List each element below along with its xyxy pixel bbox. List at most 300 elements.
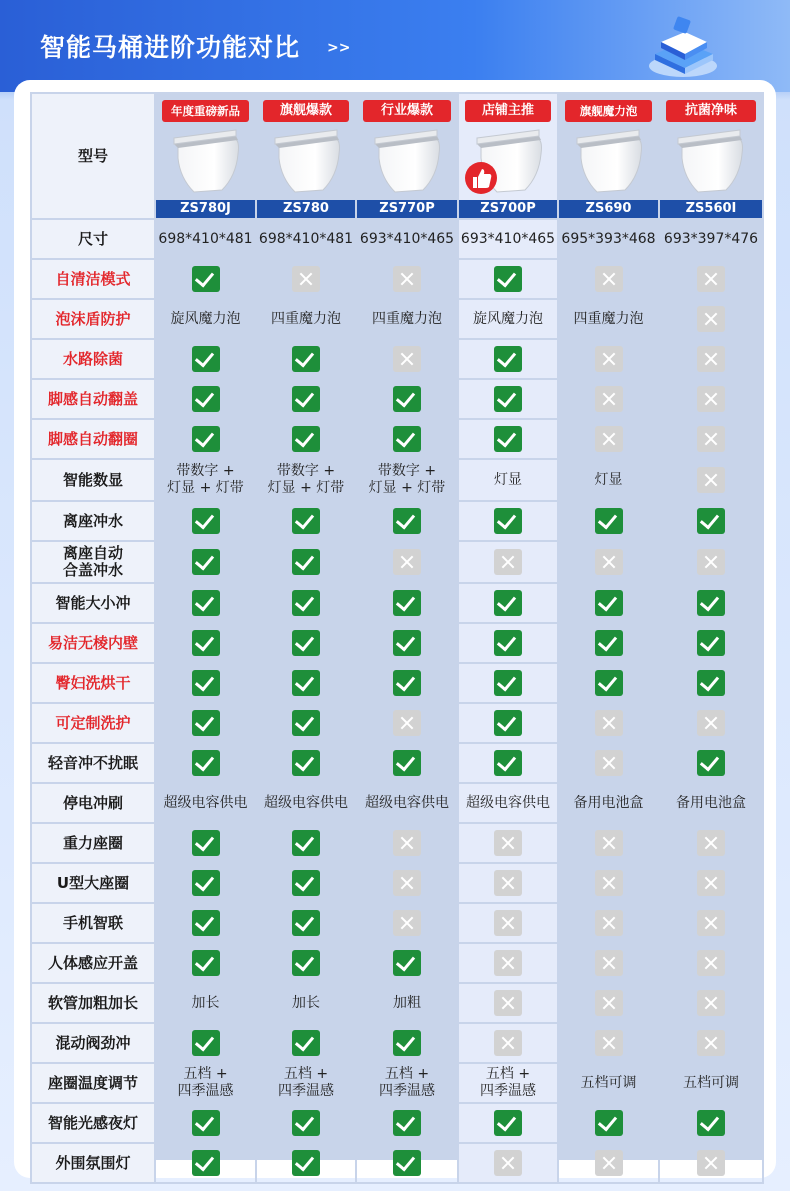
check-icon xyxy=(494,630,522,656)
cross-icon xyxy=(697,710,725,736)
check-icon xyxy=(595,630,623,656)
cell-text-line1: 五档 + xyxy=(183,1066,228,1082)
feature-cell xyxy=(155,663,256,703)
cross-icon xyxy=(595,1150,623,1176)
check-icon xyxy=(292,590,320,616)
check-icon xyxy=(292,508,320,534)
feature-cell xyxy=(558,379,659,419)
cross-icon xyxy=(595,710,623,736)
toilet-product-image xyxy=(569,124,649,196)
feature-cell xyxy=(659,583,763,623)
cell-text-line2: 灯显 + 灯带 xyxy=(368,480,446,496)
cell-text: 加粗 xyxy=(393,994,421,1011)
table-row xyxy=(31,379,763,419)
cell-text: 旋风魔力泡 xyxy=(473,310,543,327)
feature-label: 脚感自动翻盖 xyxy=(31,379,155,419)
header-banner xyxy=(0,0,790,92)
cross-icon xyxy=(494,910,522,936)
cross-icon xyxy=(697,870,725,896)
check-icon xyxy=(494,386,522,412)
feature-cell xyxy=(558,1103,659,1143)
check-icon xyxy=(393,590,421,616)
feature-cell xyxy=(458,943,558,983)
feature-label: 水路除菌 xyxy=(31,339,155,379)
feature-cell xyxy=(458,259,558,299)
feature-cell xyxy=(659,663,763,703)
cross-icon xyxy=(494,870,522,896)
feature-cell xyxy=(155,863,256,903)
feature-cell xyxy=(356,1023,458,1063)
cell-text: 四重魔力泡 xyxy=(271,310,341,327)
cross-icon xyxy=(393,549,421,575)
feature-cell xyxy=(356,903,458,943)
feature-cell xyxy=(155,339,256,379)
cross-icon xyxy=(697,549,725,575)
feature-cell xyxy=(256,703,356,743)
cell-text: 693*410*465 xyxy=(460,230,556,247)
check-icon xyxy=(393,1110,421,1136)
check-icon xyxy=(192,1030,220,1056)
feature-cell xyxy=(558,1063,659,1103)
table-row xyxy=(31,501,763,541)
feature-cell xyxy=(458,1143,558,1183)
feature-cell xyxy=(256,903,356,943)
feature-cell xyxy=(659,823,763,863)
cross-icon xyxy=(595,950,623,976)
product-badge: 年度重磅新品 xyxy=(162,100,249,122)
cell-text-line1: 带数字 + xyxy=(276,463,336,479)
table-row xyxy=(31,1063,763,1103)
feature-cell xyxy=(356,623,458,663)
feature-cell xyxy=(558,663,659,703)
feature-cell xyxy=(458,339,558,379)
feature-cell xyxy=(356,379,458,419)
feature-label: 臀妇洗烘干 xyxy=(31,663,155,703)
feature-label-line1: 离座自动 xyxy=(62,544,123,562)
feature-cell xyxy=(659,501,763,541)
cell-text: 超级电容供电 xyxy=(264,794,348,811)
product-model-name: ZS770P xyxy=(357,200,457,218)
cross-icon xyxy=(494,1030,522,1056)
feature-cell xyxy=(558,623,659,663)
cell-text: 698*410*481 xyxy=(258,230,354,247)
feature-cell xyxy=(155,903,256,943)
feature-cell xyxy=(356,501,458,541)
table-row xyxy=(31,743,763,783)
feature-cell xyxy=(659,299,763,339)
feature-cell xyxy=(458,541,558,583)
product-model-name: ZS780 xyxy=(257,200,355,218)
check-icon xyxy=(494,590,522,616)
feature-cell xyxy=(155,943,256,983)
cross-icon xyxy=(595,386,623,412)
feature-cell xyxy=(356,259,458,299)
feature-cell xyxy=(256,943,356,983)
feature-cell xyxy=(155,1103,256,1143)
feature-cell xyxy=(256,983,356,1023)
feature-cell xyxy=(659,983,763,1023)
feature-cell xyxy=(659,863,763,903)
check-icon xyxy=(494,266,522,292)
check-icon xyxy=(595,670,623,696)
feature-cell xyxy=(155,783,256,823)
feature-cell xyxy=(659,743,763,783)
feature-cell xyxy=(558,863,659,903)
feature-cell xyxy=(356,943,458,983)
cross-icon xyxy=(393,710,421,736)
feature-cell xyxy=(256,1063,356,1103)
check-icon xyxy=(192,670,220,696)
feature-cell xyxy=(458,1063,558,1103)
cross-icon xyxy=(697,467,725,493)
feature-label: 手机智联 xyxy=(31,903,155,943)
feature-label: 智能数显 xyxy=(31,459,155,501)
feature-cell xyxy=(558,583,659,623)
feature-cell xyxy=(458,583,558,623)
cross-icon xyxy=(697,266,725,292)
feature-cell xyxy=(458,743,558,783)
feature-label: 外围氛围灯 xyxy=(31,1143,155,1183)
product-header-zs770p xyxy=(356,93,458,219)
cell-text-line1: 五档 + xyxy=(485,1066,531,1082)
check-icon xyxy=(192,710,220,736)
product-header-zs560i xyxy=(659,93,763,219)
table-row xyxy=(31,541,763,583)
feature-cell xyxy=(558,1143,659,1183)
cell-text: 灯显 xyxy=(594,471,623,488)
cross-icon xyxy=(494,549,522,575)
feature-label: 软管加粗加长 xyxy=(31,983,155,1023)
feature-label: 脚感自动翻圈 xyxy=(31,419,155,459)
feature-cell xyxy=(356,983,458,1023)
feature-cell xyxy=(356,1063,458,1103)
feature-cell xyxy=(155,1063,256,1103)
table-row xyxy=(31,219,763,259)
cross-icon xyxy=(595,266,623,292)
check-icon xyxy=(595,1110,623,1136)
check-icon xyxy=(494,508,522,534)
product-header-zs690 xyxy=(558,93,659,219)
feature-cell xyxy=(558,783,659,823)
feature-cell xyxy=(458,783,558,823)
toilet-product-image xyxy=(166,124,246,196)
feature-cell xyxy=(155,983,256,1023)
cell-text: 超级电容供电 xyxy=(466,794,550,811)
check-icon xyxy=(292,386,320,412)
feature-cell xyxy=(155,259,256,299)
check-icon xyxy=(292,950,320,976)
books-icon xyxy=(645,14,721,80)
feature-cell xyxy=(458,663,558,703)
feature-cell xyxy=(155,379,256,419)
feature-cell xyxy=(256,419,356,459)
table-row xyxy=(31,299,763,339)
product-model-name: ZS700P xyxy=(459,200,557,218)
check-icon xyxy=(292,426,320,452)
feature-cell xyxy=(155,501,256,541)
check-icon xyxy=(192,1110,220,1136)
feature-cell xyxy=(458,903,558,943)
feature-cell xyxy=(659,379,763,419)
cell-text: 加长 xyxy=(292,994,320,1011)
table-row xyxy=(31,339,763,379)
feature-cell xyxy=(458,1103,558,1143)
page-title: 智能马桶进阶功能对比 xyxy=(40,33,301,62)
feature-cell xyxy=(558,419,659,459)
feature-cell xyxy=(256,783,356,823)
feature-cell xyxy=(659,1103,763,1143)
feature-cell xyxy=(558,903,659,943)
table-row xyxy=(31,1143,763,1183)
feature-cell xyxy=(558,743,659,783)
cross-icon xyxy=(393,910,421,936)
feature-cell xyxy=(356,783,458,823)
check-icon xyxy=(494,670,522,696)
feature-cell xyxy=(458,219,558,259)
feature-cell xyxy=(458,501,558,541)
feature-cell xyxy=(256,541,356,583)
feature-label: 离座冲水 xyxy=(31,501,155,541)
feature-label: 轻音冲不扰眠 xyxy=(31,743,155,783)
cell-text-line1: 五档 + xyxy=(283,1066,329,1082)
toilet-product-image xyxy=(267,124,347,196)
cell-text: 五档可调 xyxy=(683,1074,739,1091)
cross-icon xyxy=(393,870,421,896)
table-row xyxy=(31,459,763,501)
feature-cell xyxy=(256,339,356,379)
table-row xyxy=(31,419,763,459)
feature-cell xyxy=(155,623,256,663)
cross-icon xyxy=(595,750,623,776)
feature-cell xyxy=(659,459,763,501)
cell-text-line2: 灯显 + 灯带 xyxy=(267,480,345,496)
check-icon xyxy=(192,266,220,292)
cross-icon xyxy=(697,1030,725,1056)
feature-cell xyxy=(659,623,763,663)
feature-cell xyxy=(256,501,356,541)
cell-text: 备用电池盒 xyxy=(573,794,644,811)
feature-cell xyxy=(356,663,458,703)
cross-icon xyxy=(494,950,522,976)
check-icon xyxy=(697,670,725,696)
check-icon xyxy=(292,670,320,696)
feature-cell xyxy=(256,663,356,703)
feature-cell xyxy=(256,459,356,501)
cross-icon xyxy=(697,990,725,1016)
feature-cell xyxy=(659,1143,763,1183)
feature-label: 自清洁模式 xyxy=(31,259,155,299)
feature-cell xyxy=(155,541,256,583)
feature-cell xyxy=(458,299,558,339)
check-icon xyxy=(697,630,725,656)
check-icon xyxy=(292,630,320,656)
table-row xyxy=(31,983,763,1023)
feature-cell xyxy=(356,823,458,863)
feature-cell xyxy=(256,1023,356,1063)
feature-label: U型大座圈 xyxy=(31,863,155,903)
table-row xyxy=(31,663,763,703)
check-icon xyxy=(192,590,220,616)
cell-text-line2: 四季温感 xyxy=(379,1083,435,1099)
feature-cell xyxy=(558,943,659,983)
check-icon xyxy=(697,508,725,534)
check-icon xyxy=(192,750,220,776)
table-row xyxy=(31,259,763,299)
cell-text: 698*410*481 xyxy=(158,230,253,247)
cell-text: 灯显 xyxy=(494,471,522,488)
feature-cell xyxy=(256,379,356,419)
check-icon xyxy=(595,508,623,534)
feature-cell xyxy=(458,623,558,663)
product-header-zs700p xyxy=(458,93,558,219)
feature-label: 可定制洗护 xyxy=(31,703,155,743)
check-icon xyxy=(494,346,522,372)
check-icon xyxy=(292,1110,320,1136)
check-icon xyxy=(292,1030,320,1056)
feature-cell xyxy=(659,1063,763,1103)
feature-cell xyxy=(356,1143,458,1183)
check-icon xyxy=(292,910,320,936)
cell-text: 693*397*476 xyxy=(663,230,759,247)
table-row xyxy=(31,903,763,943)
double-arrow-icon: >> xyxy=(327,40,351,56)
cell-text-line2: 四季温感 xyxy=(480,1083,536,1099)
feature-cell xyxy=(155,219,256,259)
feature-label-line2: 合盖冲水 xyxy=(62,561,123,579)
thumbs-up-icon xyxy=(463,160,499,196)
feature-cell xyxy=(155,419,256,459)
cell-text-line2: 灯显 + 灯带 xyxy=(167,480,244,496)
product-badge: 抗菌净味 xyxy=(666,100,756,122)
cross-icon xyxy=(595,346,623,372)
check-icon xyxy=(697,590,725,616)
feature-label: 智能大小冲 xyxy=(31,583,155,623)
feature-cell xyxy=(659,339,763,379)
feature-cell xyxy=(458,703,558,743)
cross-icon xyxy=(697,1150,725,1176)
table-row xyxy=(31,863,763,903)
table-row xyxy=(31,823,763,863)
feature-cell xyxy=(356,339,458,379)
feature-cell xyxy=(356,703,458,743)
feature-label: 人体感应开盖 xyxy=(31,943,155,983)
check-icon xyxy=(292,870,320,896)
cross-icon xyxy=(595,830,623,856)
feature-cell xyxy=(659,541,763,583)
check-icon xyxy=(192,910,220,936)
feature-cell xyxy=(256,823,356,863)
check-icon xyxy=(192,508,220,534)
cross-icon xyxy=(494,990,522,1016)
feature-cell xyxy=(356,541,458,583)
check-icon xyxy=(393,1030,421,1056)
feature-cell xyxy=(458,863,558,903)
cell-text-line1: 带数字 + xyxy=(176,463,235,479)
cell-text: 693*410*465 xyxy=(359,230,455,247)
table-row xyxy=(31,943,763,983)
feature-cell xyxy=(155,583,256,623)
check-icon xyxy=(494,426,522,452)
feature-cell xyxy=(256,623,356,663)
table-row xyxy=(31,1103,763,1143)
table-row xyxy=(31,583,763,623)
feature-cell xyxy=(558,259,659,299)
cross-icon xyxy=(697,830,725,856)
cross-icon xyxy=(494,1150,522,1176)
feature-cell xyxy=(356,299,458,339)
cross-icon xyxy=(697,386,725,412)
feature-cell xyxy=(155,703,256,743)
feature-cell xyxy=(558,541,659,583)
feature-cell xyxy=(558,823,659,863)
feature-cell xyxy=(659,903,763,943)
feature-label: 易洁无棱内壁 xyxy=(31,623,155,663)
feature-label: 智能光感夜灯 xyxy=(31,1103,155,1143)
cross-icon xyxy=(292,266,320,292)
product-badge: 店铺主推 xyxy=(465,100,551,122)
feature-cell xyxy=(155,299,256,339)
cell-text-line2: 四季温感 xyxy=(177,1083,234,1099)
feature-cell xyxy=(256,299,356,339)
feature-cell xyxy=(256,863,356,903)
check-icon xyxy=(393,426,421,452)
toilet-product-image xyxy=(670,124,750,196)
feature-cell xyxy=(558,501,659,541)
cross-icon xyxy=(494,830,522,856)
check-icon xyxy=(192,870,220,896)
cross-icon xyxy=(595,910,623,936)
feature-cell xyxy=(356,419,458,459)
feature-cell xyxy=(659,783,763,823)
check-icon xyxy=(393,630,421,656)
product-model-name: ZS560I xyxy=(660,200,762,218)
cross-icon xyxy=(697,346,725,372)
feature-cell xyxy=(155,743,256,783)
check-icon xyxy=(393,750,421,776)
check-icon xyxy=(494,1110,522,1136)
check-icon xyxy=(192,346,220,372)
feature-cell xyxy=(256,259,356,299)
check-icon xyxy=(192,830,220,856)
feature-label: 泡沫盾防护 xyxy=(31,299,155,339)
cell-text: 五档可调 xyxy=(580,1074,637,1091)
feature-label xyxy=(31,541,155,583)
feature-cell xyxy=(256,219,356,259)
cell-text-line1: 五档 + xyxy=(384,1066,430,1082)
cell-text-line1: 带数字 + xyxy=(377,463,437,479)
feature-cell xyxy=(356,583,458,623)
cross-icon xyxy=(697,950,725,976)
comparison-table xyxy=(30,92,764,1184)
check-icon xyxy=(494,710,522,736)
feature-cell xyxy=(356,1103,458,1143)
feature-cell xyxy=(558,703,659,743)
product-badge: 旗舰爆款 xyxy=(263,100,349,122)
table-row xyxy=(31,1023,763,1063)
check-icon xyxy=(292,1150,320,1176)
product-model-name: ZS780J xyxy=(156,200,255,218)
toilet-product-image xyxy=(367,124,447,196)
feature-cell xyxy=(256,1143,356,1183)
cell-text: 695*393*468 xyxy=(561,230,656,247)
product-badge: 行业爆款 xyxy=(363,100,451,122)
cross-icon xyxy=(595,549,623,575)
check-icon xyxy=(192,950,220,976)
cell-text: 备用电池盒 xyxy=(676,794,746,811)
feature-cell xyxy=(458,823,558,863)
feature-cell xyxy=(155,1023,256,1063)
feature-cell xyxy=(458,983,558,1023)
